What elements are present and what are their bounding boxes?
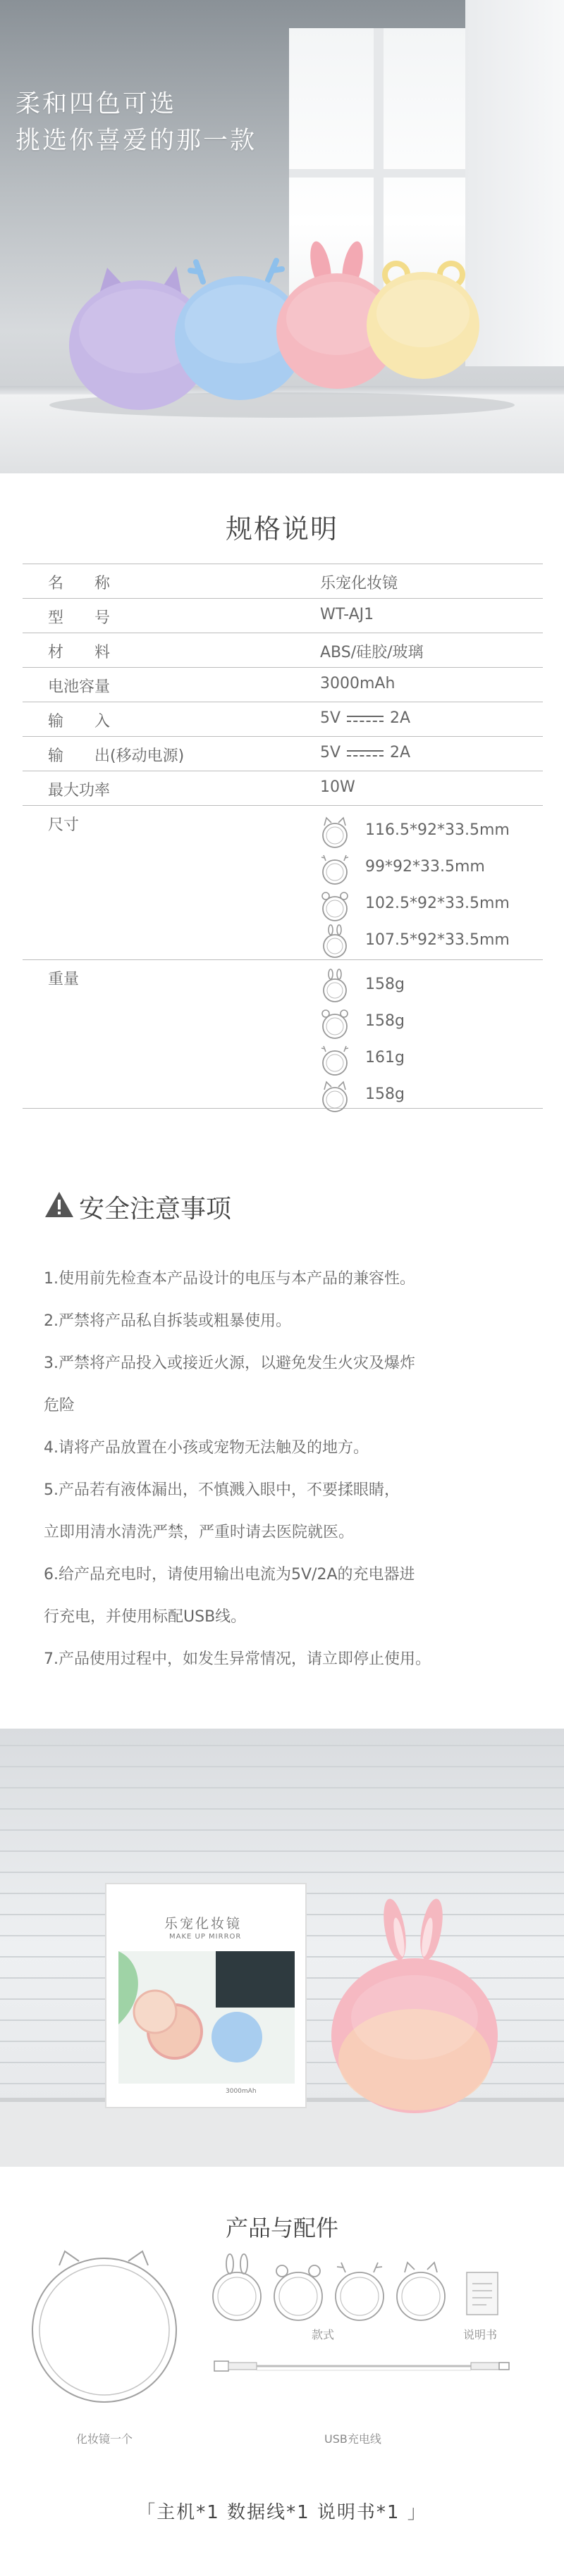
spec-table: [23, 564, 543, 1109]
spec-row-input: [23, 702, 543, 736]
dc-symbol-icon: [347, 711, 384, 726]
cat-ear-mirror-icon: [319, 1078, 351, 1114]
spec-row-model: [23, 598, 543, 633]
spec-title: 规格说明: [225, 514, 338, 545]
safety-item: 立即用清水清洗严禁，严重时请去医院就医。: [44, 1524, 355, 1541]
safety-title: 安全注意事项: [79, 1195, 232, 1224]
spec-value: [320, 709, 410, 727]
safety-item: 4.请将产品放置在小孩或宠物无法触及的地方。: [44, 1439, 369, 1457]
bunny-mirror-icon: [319, 924, 351, 959]
hero-headline: [16, 86, 257, 159]
current-value: 2A: [390, 744, 411, 761]
spec-value: WT-AJ1: [320, 606, 374, 623]
product-photo-illustration: [0, 1729, 564, 2167]
spec-key: 型 号: [48, 609, 111, 627]
size-value: 107.5*92*33.5mm: [365, 931, 510, 949]
accessories-title: 产品与配件: [225, 2215, 338, 2241]
spec-value: 3000mAh: [320, 675, 396, 692]
spec-key: 输 出(移动电源): [48, 747, 185, 765]
hero-line-1: 柔和四色可选: [16, 90, 177, 118]
bear-mirror-icon: [319, 888, 351, 923]
safety-item: 行充电，并使用标配USB线。: [44, 1608, 247, 1626]
spec-key: 输 入: [48, 713, 111, 730]
spec-row-battery: [23, 667, 543, 702]
spec-value: 10W: [320, 778, 355, 796]
safety-item: 危险: [44, 1397, 75, 1414]
size-value: 102.5*92*33.5mm: [365, 895, 510, 912]
spec-row-name: [23, 564, 543, 598]
box-title: 乐宠化妆镜: [164, 1916, 243, 1931]
spec-key: 尺寸: [48, 816, 80, 834]
spec-key: 电池容量: [48, 678, 111, 696]
pink-bunny-mirror: [331, 1897, 498, 2113]
styles-label: 款式: [312, 2328, 335, 2341]
safety-item: 3.严禁将产品投入或接近火源，以避免发生火灾及爆炸: [44, 1355, 415, 1372]
hero-mirrors-illustration: [0, 0, 564, 473]
antler-mirror-icon: [319, 851, 351, 886]
hero-line-2: 挑选你喜爱的那一款: [16, 127, 257, 155]
weight-value: 161g: [365, 1049, 405, 1066]
manual-label: 说明书: [463, 2328, 498, 2341]
bunny-mirror-icon: [213, 2254, 261, 2320]
spec-row-material: [23, 633, 543, 667]
spec-row-size: [23, 805, 543, 959]
spec-value: ABS/硅胶/玻璃: [320, 644, 424, 661]
safety-item: 5.产品若有液体漏出，不慎溅入眼中，不要揉眼睛，: [44, 1481, 400, 1499]
safety-item: 1.使用前先检查本产品设计的电压与本产品的兼容性。: [44, 1270, 415, 1288]
cable-label: USB充电线: [324, 2432, 381, 2446]
package-summary: 「主机*1 数据线*1 说明书*1 」: [137, 2502, 427, 2523]
voltage-value: 5V: [320, 744, 341, 761]
cat-ear-mirror-icon: [397, 2263, 445, 2320]
spec-key: 名 称: [48, 575, 111, 592]
safety-item: 7.产品使用过程中，如发生异常情况，请立即停止使用。: [44, 1650, 431, 1668]
manual-icon: [467, 2272, 498, 2315]
warning-icon: [44, 1190, 75, 1219]
bear-mirror-icon: [274, 2265, 322, 2320]
safety-list: [44, 1258, 537, 1681]
spec-key: 最大功率: [48, 782, 111, 799]
weight-value: 158g: [365, 1012, 405, 1030]
usb-cable-icon: [214, 2361, 509, 2371]
yellow-bear-mirror: [367, 263, 479, 379]
spec-value: 乐宠化妆镜: [320, 575, 398, 592]
size-value: 99*92*33.5mm: [365, 858, 485, 876]
weight-value: 158g: [365, 1085, 405, 1103]
spec-row-output: [23, 736, 543, 771]
mirror-label: 化妆镜一个: [76, 2432, 133, 2446]
spec-key: 材 料: [48, 644, 111, 661]
voltage-value: 5V: [320, 709, 341, 727]
antler-mirror-icon: [336, 2263, 384, 2320]
spec-value: [320, 744, 410, 761]
safety-item: 2.严禁将产品私自拆装或粗暴使用。: [44, 1312, 291, 1330]
spec-row-power: [23, 771, 543, 805]
current-value: 2A: [390, 709, 411, 727]
hero-banner: [0, 0, 564, 473]
box-subtitle: MAKE UP MIRROR: [169, 1933, 242, 1941]
weight-value: 158g: [365, 976, 405, 993]
spec-row-weight: [23, 959, 543, 1109]
antler-mirror-icon: [319, 1042, 351, 1077]
cat-ear-mirror-icon: [32, 2251, 176, 2402]
bear-mirror-icon: [319, 1005, 351, 1040]
product-photo: [0, 1729, 564, 2167]
box-capacity: 3000mAh: [226, 2088, 257, 2095]
spec-key: 重量: [48, 971, 80, 988]
bunny-mirror-icon: [319, 969, 351, 1004]
size-value: 116.5*92*33.5mm: [365, 821, 510, 839]
dc-symbol-icon: [347, 745, 384, 761]
cat-ear-mirror-icon: [319, 814, 351, 850]
safety-item: 6.给产品充电时，请使用输出电流为5V/2A的充电器进: [44, 1566, 415, 1583]
